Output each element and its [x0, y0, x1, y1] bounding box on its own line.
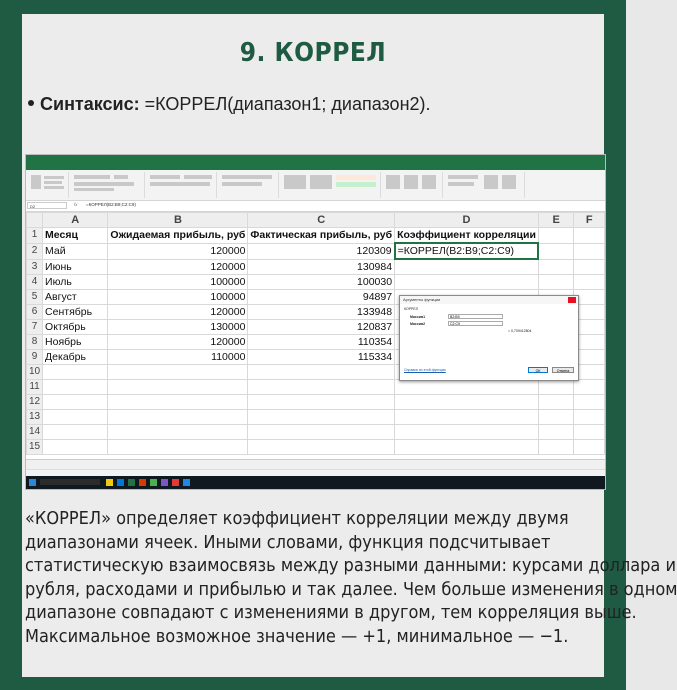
ribbon-group-clipboard — [28, 172, 69, 198]
excel-title-bar — [26, 155, 605, 163]
cell[interactable] — [248, 440, 395, 455]
cell[interactable] — [574, 425, 605, 440]
month-cell[interactable]: Ноябрь — [43, 335, 108, 350]
cell[interactable] — [248, 425, 395, 440]
header-cell[interactable]: Фактическая прибыль, руб — [248, 228, 395, 244]
app-icon[interactable] — [150, 479, 157, 486]
ribbon-group-editing — [444, 172, 525, 198]
windows-taskbar — [26, 476, 605, 489]
arg1-input[interactable]: B2:B9 — [448, 314, 503, 319]
row-header[interactable]: 10 — [27, 365, 43, 380]
column-header[interactable]: A — [43, 213, 108, 228]
cell[interactable] — [108, 380, 248, 395]
column-header[interactable]: F — [574, 213, 605, 228]
cell[interactable] — [395, 425, 539, 440]
cell[interactable] — [538, 259, 573, 275]
cell[interactable] — [538, 243, 573, 259]
paragraph-line: диапазоне совпадают с изменениями в другом, тем корреляция выше. — [25, 602, 637, 623]
cell[interactable] — [43, 395, 108, 410]
ribbon-group-cells — [382, 172, 443, 198]
table-row — [27, 395, 605, 410]
table-row — [27, 275, 605, 290]
actual-profit-cell[interactable]: 94897 — [248, 290, 395, 305]
cell[interactable] — [395, 380, 539, 395]
row-header[interactable]: 2 — [27, 243, 43, 259]
row-header[interactable]: 5 — [27, 290, 43, 305]
actual-profit-cell[interactable]: 100030 — [248, 275, 395, 290]
expected-profit-cell[interactable]: 100000 — [108, 275, 248, 290]
column-header[interactable]: E — [538, 213, 573, 228]
paragraph-line: Максимальное возможное значение — +1, минимальное — −1. — [25, 625, 569, 647]
cell[interactable] — [43, 365, 108, 380]
table-row — [27, 425, 605, 440]
actual-profit-cell[interactable]: 133948 — [248, 305, 395, 320]
cell[interactable] — [574, 259, 605, 275]
row-header[interactable]: 14 — [27, 425, 43, 440]
bullet-icon — [28, 100, 34, 106]
correlation-cell[interactable]: =КОРРЕЛ(B2:B9;C2:C9) — [395, 243, 539, 259]
close-icon[interactable] — [568, 297, 576, 303]
expected-profit-cell[interactable]: 110000 — [108, 350, 248, 365]
select-all-corner[interactable] — [27, 213, 43, 228]
actual-profit-cell[interactable]: 115334 — [248, 350, 395, 365]
actual-profit-cell[interactable]: 130984 — [248, 259, 395, 275]
column-header-row — [27, 213, 605, 228]
cell[interactable] — [574, 380, 605, 395]
app-icon[interactable] — [139, 479, 146, 486]
month-cell[interactable]: Октябрь — [43, 320, 108, 335]
syntax-line — [28, 94, 431, 115]
table-row — [27, 410, 605, 425]
cell[interactable] — [574, 228, 605, 244]
paragraph-line: «КОРРЕЛ» определяет коэффициент корреляции между двумя — [25, 508, 569, 529]
correlation-cell[interactable] — [395, 259, 539, 275]
ribbon-group-number — [218, 172, 279, 198]
cell[interactable] — [395, 395, 539, 410]
excel-icon[interactable] — [128, 479, 135, 486]
cell[interactable] — [248, 395, 395, 410]
ok-button[interactable]: ОК — [528, 367, 548, 373]
month-cell[interactable]: Июнь — [43, 259, 108, 275]
ribbon-group-font — [70, 172, 145, 198]
cell[interactable] — [43, 410, 108, 425]
dialog-function-name: КОРРЕЛ — [404, 307, 419, 311]
header-cell[interactable]: Ожидаемая прибыль, руб — [108, 228, 248, 244]
name-box[interactable]: D2 — [27, 202, 67, 209]
fx-icon[interactable]: fx — [74, 202, 78, 207]
paragraph-line: рубля, расходами и прибылью и так далее. Чем больше изменения в одном — [25, 578, 677, 600]
cell[interactable] — [538, 275, 573, 290]
dialog-help-link[interactable]: Справка по этой функции — [404, 368, 446, 372]
expected-profit-cell[interactable]: 130000 — [108, 320, 248, 335]
month-cell[interactable]: Сентябрь — [43, 305, 108, 320]
paragraph-line: диапазонами ячеек. Иными словами, функция подсчитывает — [25, 531, 551, 553]
cell[interactable] — [574, 275, 605, 290]
ribbon-group-alignment — [146, 172, 217, 198]
actual-profit-cell[interactable]: 120309 — [248, 243, 395, 259]
expected-profit-cell[interactable]: 120000 — [108, 335, 248, 350]
cell[interactable] — [395, 410, 539, 425]
excel-ribbon — [26, 170, 605, 201]
app-icon[interactable] — [172, 479, 179, 486]
table-row — [27, 440, 605, 455]
cell[interactable] — [43, 380, 108, 395]
cell[interactable] — [574, 395, 605, 410]
row-header[interactable]: 1 — [27, 228, 43, 244]
column-header[interactable]: D — [395, 213, 539, 228]
month-cell[interactable]: Май — [43, 243, 108, 259]
cell[interactable] — [43, 425, 108, 440]
header-cell[interactable]: Коэффициент корреляции — [395, 228, 539, 244]
expected-profit-cell[interactable]: 120000 — [108, 243, 248, 259]
formula-input[interactable]: =КОРРЕЛ(B2:B9;C2:C9) — [86, 202, 136, 207]
row-header[interactable]: 13 — [27, 410, 43, 425]
taskbar-search-input[interactable] — [40, 479, 100, 485]
table-row — [27, 228, 605, 244]
row-header[interactable]: 3 — [27, 259, 43, 275]
actual-profit-cell[interactable]: 110354 — [248, 335, 395, 350]
slide-title: 9. КОРРЕЛ — [239, 38, 387, 68]
table-row — [27, 380, 605, 395]
month-cell[interactable]: Июль — [43, 275, 108, 290]
description-paragraph — [25, 507, 677, 648]
cell[interactable] — [108, 440, 248, 455]
expected-profit-cell[interactable]: 100000 — [108, 290, 248, 305]
excel-ribbon-tabs — [26, 163, 605, 170]
cell[interactable] — [574, 243, 605, 259]
arg1-label: Массив1 — [410, 315, 426, 319]
cell[interactable] — [108, 410, 248, 425]
month-cell[interactable]: Август — [43, 290, 108, 305]
cell[interactable] — [538, 228, 573, 244]
row-header[interactable]: 8 — [27, 335, 43, 350]
header-cell[interactable]: Месяц — [43, 228, 108, 244]
table-row — [27, 259, 605, 275]
cell[interactable] — [538, 410, 573, 425]
expected-profit-cell[interactable]: 120000 — [108, 259, 248, 275]
app-icon[interactable] — [183, 479, 190, 486]
row-header[interactable]: 11 — [27, 380, 43, 395]
formula-bar — [26, 201, 605, 212]
cell[interactable] — [538, 425, 573, 440]
cell[interactable] — [538, 395, 573, 410]
cell[interactable] — [108, 395, 248, 410]
dialog-title: Аргументы функции — [400, 296, 578, 304]
cell[interactable] — [43, 440, 108, 455]
explorer-icon[interactable] — [106, 479, 113, 486]
dialog-result: = 0,709412804 — [508, 329, 532, 333]
app-icon[interactable] — [161, 479, 168, 486]
cell[interactable] — [538, 440, 573, 455]
cancel-button[interactable]: Отмена — [552, 367, 574, 373]
slide-card — [22, 14, 677, 677]
column-header[interactable]: C — [248, 213, 395, 228]
cell[interactable] — [248, 410, 395, 425]
paragraph-line: статистическую взаимосвязь между разными данными: курсами доллара и — [25, 555, 676, 576]
month-cell[interactable]: Декабрь — [43, 350, 108, 365]
arg2-label: Массив2 — [410, 322, 426, 326]
correlation-cell[interactable] — [395, 275, 539, 290]
start-icon[interactable] — [29, 479, 36, 486]
excel-screenshot — [25, 154, 606, 490]
cell[interactable] — [248, 380, 395, 395]
function-arguments-dialog — [399, 295, 579, 381]
ribbon-group-styles — [280, 172, 381, 198]
expected-profit-cell[interactable]: 120000 — [108, 305, 248, 320]
syntax-label: Синтаксис: — [40, 94, 140, 114]
cell[interactable] — [574, 440, 605, 455]
actual-profit-cell[interactable]: 120837 — [248, 320, 395, 335]
cell[interactable] — [574, 410, 605, 425]
cell[interactable] — [108, 365, 248, 380]
edge-icon[interactable] — [117, 479, 124, 486]
cell[interactable] — [538, 380, 573, 395]
table-row — [27, 243, 605, 259]
row-header[interactable]: 12 — [27, 395, 43, 410]
row-header[interactable]: 7 — [27, 320, 43, 335]
cell[interactable] — [248, 365, 395, 380]
row-header[interactable]: 15 — [27, 440, 43, 455]
cell[interactable] — [108, 425, 248, 440]
row-header[interactable]: 9 — [27, 350, 43, 365]
cell[interactable] — [395, 440, 539, 455]
row-header[interactable]: 6 — [27, 305, 43, 320]
row-header[interactable]: 4 — [27, 275, 43, 290]
arg2-input[interactable]: C2:C9 — [448, 321, 503, 326]
column-header[interactable]: B — [108, 213, 248, 228]
syntax-value: =КОРРЕЛ(диапазон1; диапазон2). — [139, 94, 431, 114]
